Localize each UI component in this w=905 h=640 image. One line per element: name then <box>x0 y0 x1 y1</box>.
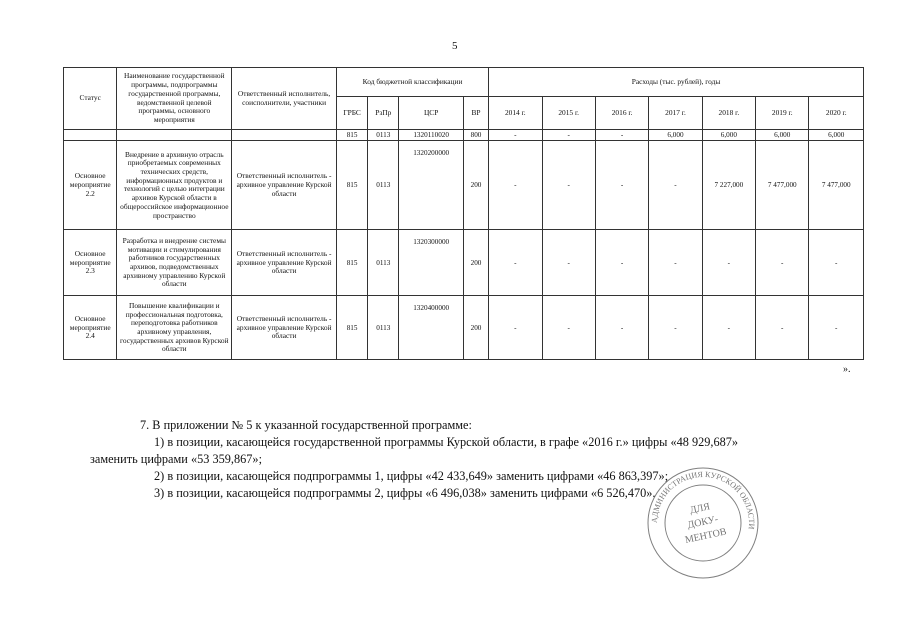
table-row <box>64 230 864 296</box>
stamp-inner-line: ДОКУ- <box>686 513 720 532</box>
cell-value: 7 477,000 <box>809 141 864 230</box>
header-grbs: ГРБС <box>336 97 367 130</box>
cell-rzpr: 0113 <box>368 130 399 141</box>
cell-value: - <box>595 296 648 360</box>
cell-value: - <box>542 296 595 360</box>
cell-csr: 1320110020 <box>399 130 463 141</box>
stamp-inner-line: МЕНТОВ <box>684 526 728 546</box>
paragraph-3: 3) в позиции, касающейся подпрограммы 2, цифры «6 496,038» заменить цифрами «6 526,470». <box>154 486 656 500</box>
header-budget-code: Код бюджетной классификации <box>336 68 488 97</box>
cell-value: - <box>595 230 648 296</box>
cell-name: Разработка и внедрение системы мотивации и стимулирования работников государственных архивов, подведомственных архивному управлению Курской области <box>117 230 232 296</box>
header-year: 2015 г. <box>542 97 595 130</box>
cell-value: - <box>542 230 595 296</box>
header-year: 2017 г. <box>649 97 702 130</box>
cell-value: - <box>489 230 542 296</box>
cell-value: 6,000 <box>702 130 755 141</box>
header-csr: ЦСР <box>399 97 463 130</box>
cell-value: - <box>702 230 755 296</box>
table-row <box>64 141 864 230</box>
cell-vr: 200 <box>463 230 488 296</box>
cell-value: - <box>489 296 542 360</box>
cell-grbs: 815 <box>336 296 367 360</box>
cell-value: - <box>649 141 702 230</box>
page-number: 5 <box>452 40 458 52</box>
cell-value: - <box>809 296 864 360</box>
cell-value: - <box>649 296 702 360</box>
header-responsible: Ответственный исполнитель, соисполнители, участники <box>232 68 337 130</box>
cell-value: - <box>756 296 809 360</box>
cell-empty <box>64 130 117 141</box>
cell-rzpr: 0113 <box>368 230 399 296</box>
table-row <box>64 296 864 360</box>
cell-value: 7 227,000 <box>702 141 755 230</box>
cell-status: Основное мероприятие 2.4 <box>64 296 117 360</box>
budget-table <box>63 67 864 360</box>
header-vr: ВР <box>463 97 488 130</box>
cell-responsible: Ответственный исполнитель - архивное управление Курской области <box>232 296 337 360</box>
cell-value: - <box>489 141 542 230</box>
cell-status: Основное мероприятие 2.3 <box>64 230 117 296</box>
header-status: Статус <box>64 68 117 130</box>
cell-csr: 1320400000 <box>399 296 463 360</box>
header-rzpr: РзПр <box>368 97 399 130</box>
cell-csr: 1320300000 <box>399 230 463 296</box>
header-year: 2020 г. <box>809 97 864 130</box>
header-year: 2014 г. <box>489 97 542 130</box>
cell-vr: 200 <box>463 296 488 360</box>
closing-quote: ». <box>843 364 851 375</box>
paragraph-2: 2) в позиции, касающейся подпрограммы 1, цифры «42 433,649» заменить цифрами «46 863,397»; <box>154 469 669 483</box>
cell-status: Основное мероприятие 2.2 <box>64 141 117 230</box>
paragraph-1: 1) в позиции, касающейся государственной программы Курской области, в графе «2016 г.» цифры «48 929,687» <box>154 435 739 449</box>
cell-value: 7 477,000 <box>756 141 809 230</box>
cell-responsible: Ответственный исполнитель - архивное управление Курской области <box>232 141 337 230</box>
cell-value: - <box>809 230 864 296</box>
stamp-ring-text: АДМИНИСТРАЦИЯ КУРСКОЙ ОБЛАСТИ <box>649 469 757 530</box>
header-year: 2019 г. <box>756 97 809 130</box>
cell-name: Повышение квалификации и профессиональная подготовка, переподготовка работников архивному управления, государственных архивов Курской области <box>117 296 232 360</box>
cell-vr: 800 <box>463 130 488 141</box>
cell-value: - <box>595 130 648 141</box>
cell-responsible: Ответственный исполнитель - архивное управление Курской области <box>232 230 337 296</box>
header-year: 2016 г. <box>595 97 648 130</box>
cell-value: 6,000 <box>809 130 864 141</box>
cell-value: 6,000 <box>756 130 809 141</box>
official-stamp <box>643 463 763 583</box>
cell-value: 6,000 <box>649 130 702 141</box>
cell-vr: 200 <box>463 141 488 230</box>
cell-value: - <box>649 230 702 296</box>
cell-csr: 1320200000 <box>399 141 463 230</box>
cell-value: - <box>489 130 542 141</box>
header-expenses: Расходы (тыс. рублей), годы <box>489 68 864 97</box>
item-7-heading: 7. В приложении № 5 к указанной государственной программе: <box>140 418 472 432</box>
cell-grbs: 815 <box>336 130 367 141</box>
cell-grbs: 815 <box>336 141 367 230</box>
table-row-carry <box>64 130 864 141</box>
cell-empty <box>117 130 232 141</box>
paragraph-1-continued: заменить цифрами «53 359,867»; <box>90 452 262 466</box>
cell-value: - <box>756 230 809 296</box>
cell-value: - <box>595 141 648 230</box>
cell-name: Внедрение в архивную отрасль приобретаемых современных технических средств, информационных продуктов и технологий с целью интеграции архивов Курской области в общероссийское информационное пространство <box>117 141 232 230</box>
cell-value: - <box>542 130 595 141</box>
stamp-inner-line: ДЛЯ <box>688 501 712 517</box>
header-year: 2018 г. <box>702 97 755 130</box>
cell-rzpr: 0113 <box>368 296 399 360</box>
header-name: Наименование государственной программы, подпрограммы государственной программы, ведомственной целевой программы, основного мероприятия <box>117 68 232 130</box>
cell-empty <box>232 130 337 141</box>
cell-rzpr: 0113 <box>368 141 399 230</box>
cell-value: - <box>542 141 595 230</box>
cell-grbs: 815 <box>336 230 367 296</box>
cell-value: - <box>702 296 755 360</box>
